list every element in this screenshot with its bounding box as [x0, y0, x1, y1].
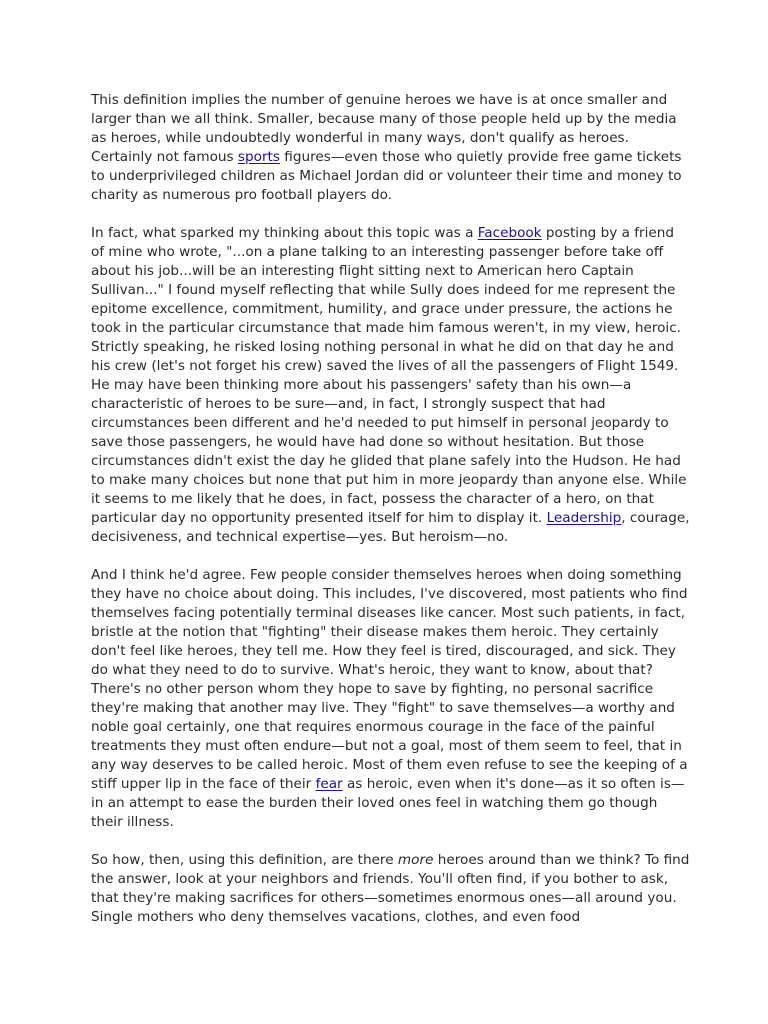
paragraph-text: , courage, decisiveness, and technical expertise—yes. But heroism—no. [91, 510, 690, 545]
paragraph-text: figures—even those who quietly provide free game tickets to underprivileged children as Michael Jordan did or volunteer their time and money to charity as numerous pro football players do. [91, 149, 682, 203]
paragraph-3 [91, 566, 691, 832]
paragraph-text: And I think he'd agree. Few people consider themselves heroes when doing something they have no choice about doing. This includes, I've discovered, most patients who find themselves facing potentially terminal diseases like cancer. Most such patients, in fact, bristle at the notion that "fighting" their disease makes them heroic. They certainly don't feel like heroes, they tell me. How they feel is tired, discouraged, and sick. They do what they need to do to survive. What's heroic, they want to know, about that? There's no other person whom they hope to save by fighting, no personal sacrifice they're making that another may live. They "fight" to save themselves—a worthy and noble goal certainly, one that requires enormous courage in the face of the painful treatments they must often endure—but not a goal, most of them seem to feel, that in any way deserves to be called heroic. Most of them even refuse to see the keeping of a stiff upper lip in the face of their [91, 567, 688, 792]
facebook-link[interactable]: Facebook [477, 225, 542, 241]
paragraph-text: posting by a friend of mine who wrote, "...on a plane talking to an interesting passenger before take off about his job...will be an interesting flight sitting next to American hero Captain Sullivan..." I found myself reflecting that while Sully does indeed for me represent the epitome excellence, commitment, humility, and grace under pressure, the actions he took in the particular circumstance that made him famous weren't, in my view, heroic. Strictly speaking, he risked losing nothing personal in what he did on that day he and his crew (let's not forget his crew) saved the lives of all the passengers of Flight 1549. He may have been thinking more about his passengers' safety than his own—a characteristic of heroes to be sure—and, in fact, I strongly suspect that had circumstances been different and he'd needed to put himself in personal jeopardy to save those passengers, he would have had done so without hesitation. But those circumstances didn't exist the day he glided that plane safely into the Hudson. He had to make many choices but none that put him in more jeopardy than anyone else. While it seems to me likely that he does, in fact, possess the character of a hero, on that particular day no opportunity presented itself for him to display it. [91, 225, 687, 526]
leadership-link[interactable]: Leadership [546, 510, 622, 526]
paragraph-text: as heroic, even when it's done—as it so often is—in an attempt to ease the burden their loved ones feel in watching them go though their illness. [91, 776, 685, 830]
paragraph-text: In fact, what sparked my thinking about this topic was a [91, 225, 478, 241]
paragraph-2 [91, 224, 691, 547]
paragraph-text: This definition implies the number of genuine heroes we have is at once smaller and larger than we all think. Smaller, because many of those people held up by the media as heroes, while undoubtedly wonderful in many ways, don't qualify as heroes. Certainly not famous [91, 92, 677, 165]
paragraph-text: So how, then, using this definition, are there [91, 852, 398, 868]
article-body [91, 91, 691, 946]
sports-link[interactable]: sports [237, 149, 280, 165]
paragraph-text: heroes around than we think? To find the answer, look at your neighbors and friends. You'll often find, if you bother to ask, that they're making sacrifices for others—sometimes enormous ones—all around you. Single mothers who deny themselves vacations, clothes, and even food [91, 852, 690, 925]
emphasis-more: more [397, 852, 434, 868]
fear-link[interactable]: fear [315, 776, 343, 792]
paragraph-1 [91, 91, 691, 205]
paragraph-4 [91, 851, 691, 927]
